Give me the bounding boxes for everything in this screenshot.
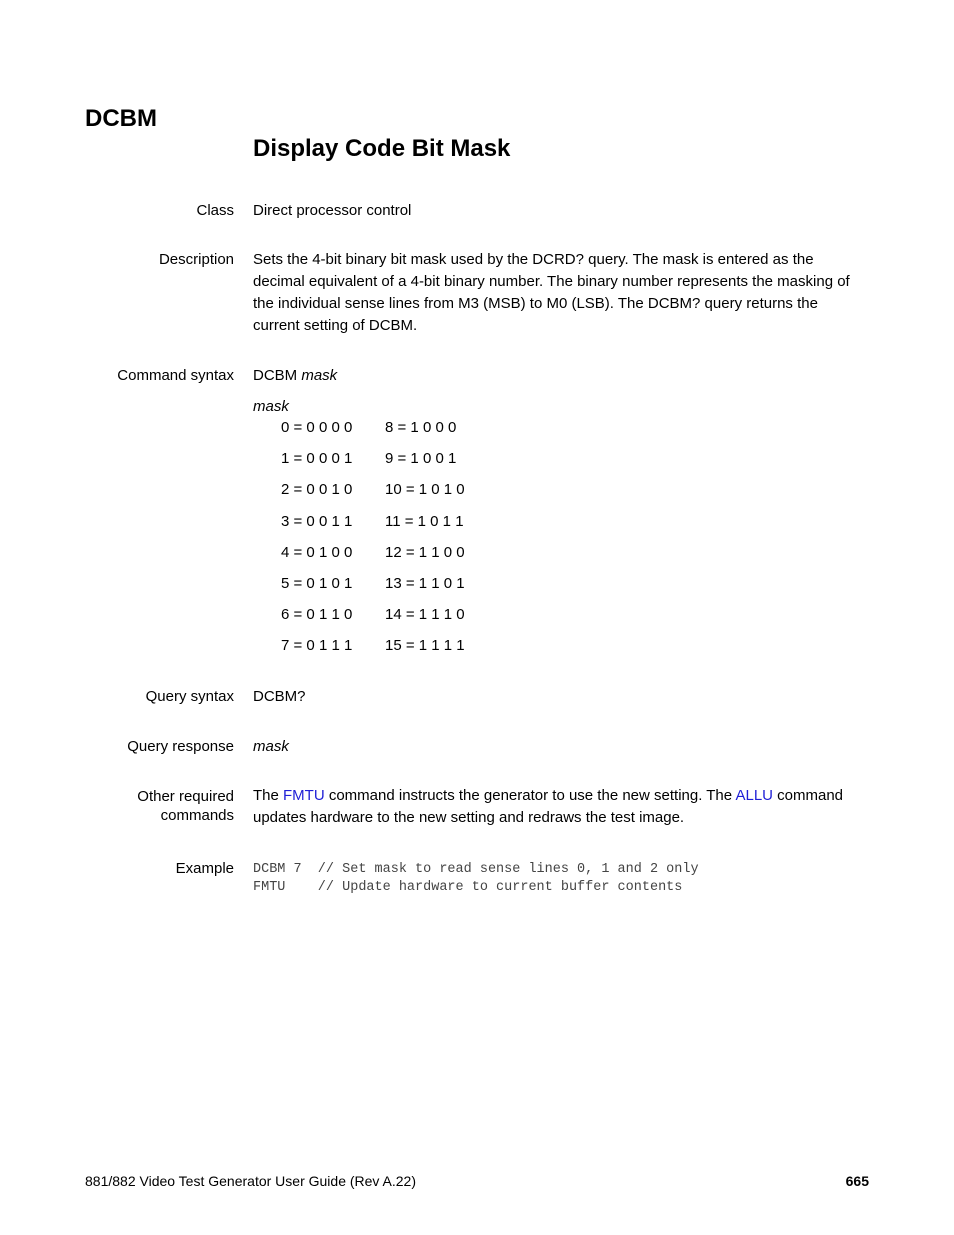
- class-value: Direct processor control: [253, 202, 412, 219]
- mask-entry: 10 = 1 0 1 0: [385, 481, 465, 499]
- mask-table-row: [281, 512, 541, 543]
- query-syntax-label: Query syntax: [145, 688, 234, 705]
- mask-entry: 7 = 0 1 1 1: [281, 637, 353, 655]
- example-code-line: DCBM 7 // Set mask to read sense lines 0, 1 and 2 only: [253, 862, 699, 877]
- mask-table-row: [281, 605, 541, 636]
- mask-entry: 11 = 1 0 1 1: [385, 512, 464, 530]
- description-line: decimal equivalent of a 4-bit binary number. The binary number represents the masking of: [253, 273, 850, 290]
- mask-table-row: [281, 543, 541, 574]
- allu-link[interactable]: ALLU: [735, 787, 773, 804]
- other-required-text: [253, 785, 873, 829]
- mask-table-row: [281, 636, 541, 667]
- command-syntax-label: Command syntax: [117, 367, 234, 384]
- mask-table-row: [281, 449, 541, 480]
- mask-entry: 0 = 0 0 0 0: [281, 419, 353, 436]
- example-code-line: FMTU // Update hardware to current buffer contents: [253, 880, 683, 895]
- fmtu-link[interactable]: FMTU: [283, 787, 325, 804]
- mask-table-row: [281, 418, 541, 449]
- mask-entry: 6 = 0 1 1 0: [281, 606, 353, 624]
- mask-entry: 15 = 1 1 1 1: [385, 637, 465, 655]
- class-label: Class: [196, 202, 234, 219]
- example-code: [253, 861, 699, 897]
- mask-entry: 12 = 1 1 0 0: [385, 543, 465, 561]
- other-required-label: [74, 787, 234, 825]
- syntax-param: mask: [301, 367, 338, 384]
- description-line: current setting of DCBM.: [253, 317, 418, 334]
- query-syntax-value: DCBM?: [253, 688, 306, 705]
- mask-entry: 1 = 0 0 0 1: [281, 450, 353, 468]
- other-required-text-part: The: [253, 787, 284, 804]
- query-response-value: mask: [253, 738, 289, 755]
- command-title: Display Code Bit Mask: [253, 135, 511, 162]
- example-label: Example: [175, 860, 234, 877]
- mask-table-row: [281, 480, 541, 511]
- footer-page-number: 665: [845, 1173, 869, 1189]
- mask-entry: 14 = 1 1 1 0: [385, 606, 465, 624]
- syntax-command: DCBM: [253, 367, 298, 384]
- other-required-line: [253, 785, 873, 807]
- query-response-label: Query response: [127, 738, 234, 755]
- mask-entry: 3 = 0 0 1 1: [281, 512, 353, 530]
- description-line: Sets the 4-bit binary bit mask used by the DCRD? query. The mask is entered as the: [253, 251, 814, 268]
- other-required-text-part: command: [773, 787, 844, 804]
- description-line: the individual sense lines from M3 (MSB) to M0 (LSB). The DCBM? query returns the: [253, 295, 818, 312]
- mask-table: [281, 418, 541, 668]
- mask-entry: 2 = 0 0 1 0: [281, 481, 353, 499]
- other-required-line: updates hardware to the new setting and redraws the test image.: [253, 809, 685, 826]
- command-name: DCBM: [85, 105, 157, 132]
- description-label: Description: [158, 251, 234, 268]
- other-required-text-part: command instructs the generator to use the new setting. The: [324, 787, 736, 804]
- mask-heading: mask: [253, 398, 289, 415]
- mask-entry: 13 = 1 1 0 1: [385, 574, 465, 592]
- mask-entry: 4 = 0 1 0 0: [281, 543, 353, 561]
- mask-table-row: [281, 574, 541, 605]
- description-text: [253, 249, 873, 337]
- footer-guide-title: 881/882 Video Test Generator User Guide (Rev A.22): [85, 1173, 417, 1189]
- command-syntax-value: [253, 366, 873, 385]
- mask-entry: 5 = 0 1 0 1: [281, 574, 353, 592]
- mask-entry: 8 = 1 0 0 0: [385, 419, 457, 436]
- other-required-label-line: commands: [160, 807, 234, 824]
- other-required-label-line: Other required: [137, 788, 234, 805]
- mask-entry: 9 = 1 0 0 1: [385, 450, 457, 468]
